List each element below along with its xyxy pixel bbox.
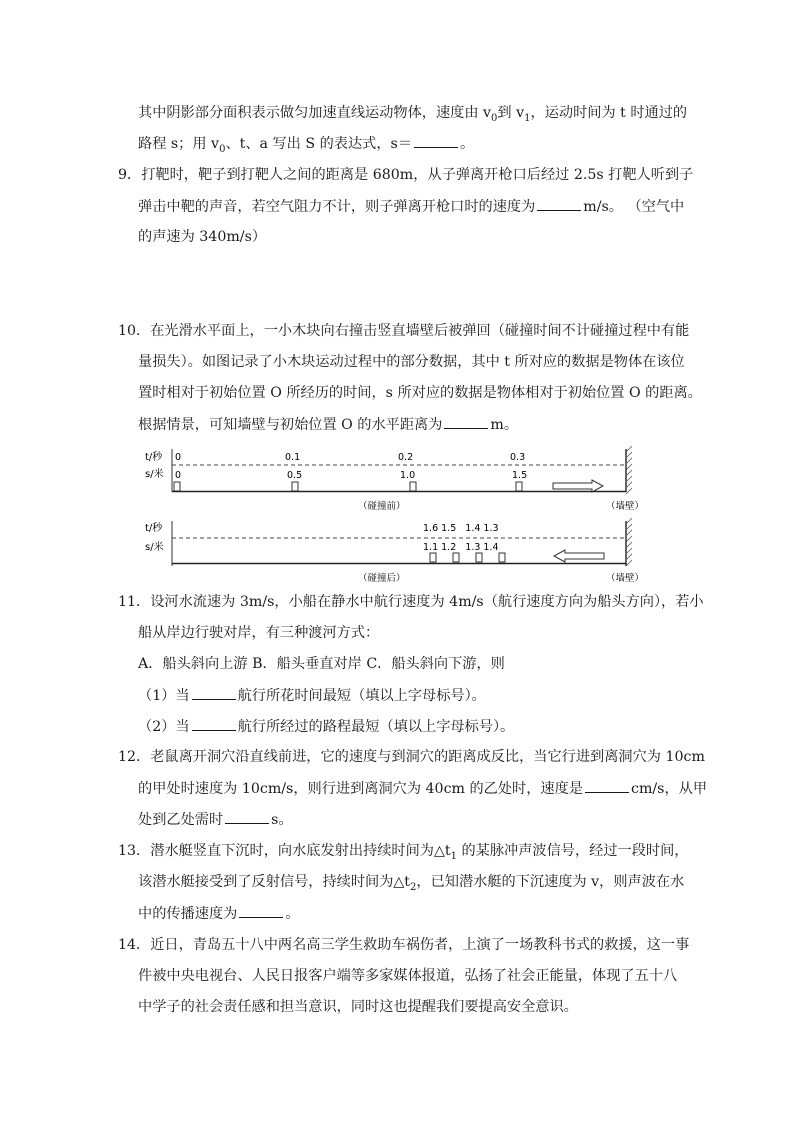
q11-options: A．船头斜向上游 B．船头垂直对岸 C．船头斜向下游，则	[138, 656, 505, 672]
block-icon	[453, 553, 459, 562]
q14-line-3: 中学子的社会责任感和担当意识，同时这也提醒我们要提高安全意识。	[138, 999, 578, 1015]
q13-line-1: 13．潜水艇竖直下沉时，向水底发射出持续时间为$\triangle t_1$ 的某脉冲声波信号，经过一段时间，	[118, 843, 689, 862]
q12-answer-blank-2[interactable]	[225, 809, 269, 824]
block-icon	[410, 482, 416, 491]
q12-line-2: 的甲处时速度为 10cm/s，则行进到离洞穴为 40cm 的乙处时，速度是 cm/s，从甲	[138, 778, 707, 799]
block-icon	[292, 482, 298, 491]
q11-answer-blank-1[interactable]	[192, 685, 236, 700]
bottom-s-values: 1.1 1.2 1.3 1.4	[423, 542, 499, 553]
top-s-value: 1.0	[400, 470, 416, 481]
q10-line-4: 根据情景，可知墙壁与初始位置 O 的水平距离为 m。	[138, 414, 518, 435]
arrow-right-icon	[553, 480, 603, 492]
q11-answer-blank-2[interactable]	[192, 716, 236, 731]
q14-line-1: 14．近日，青岛五十八中两名高三学生救助车祸伤者，上演了一场教科书式的救援，这一事	[118, 937, 690, 953]
block-icon	[516, 482, 522, 491]
q13-line-3: 中的传播速度为 。	[138, 903, 300, 924]
q11-sub-1: （1）当 航行所花时间最短（填以上字母标号）。	[138, 685, 486, 706]
top-s-axis-label: s/米	[145, 469, 164, 480]
q10-line-1: 10．在光滑水平面上，一小木块向右撞击竖直墙壁后被弹回（碰撞时间不计碰撞过程中有能	[118, 323, 690, 339]
block-icon	[499, 553, 505, 562]
q13-line-2: 该潜水艇接受到了反射信号，持续时间为$\triangle t_2$，已知潜水艇的下沉速度为 v，则声波在水	[138, 874, 685, 893]
q9-line-1: 9．打靶时，靶子到打靶人之间的距离是 680m，从子弹离开枪口后经过 2.5s 打靶人听到子	[118, 167, 694, 183]
q14-line-2: 件被中央电视台、人民日报客户端等多家媒体报道，弘扬了社会正能量，体现了五十八	[138, 968, 678, 984]
top-caption: （碰撞前）	[358, 501, 406, 512]
block-icon	[476, 553, 482, 562]
top-t-axis-label: t/秒	[145, 452, 163, 463]
q12-answer-blank-1[interactable]	[585, 778, 629, 793]
q10-line-2: 量损失）。如图记录了小木块运动过程中的部分数据，其中 t 所对应的数据是物体在该位	[138, 354, 685, 370]
bottom-t-values: 1.6 1.5 1.4 1.3	[423, 523, 499, 534]
bottom-wall-hatch	[626, 518, 632, 566]
block-icon	[430, 553, 436, 562]
q11-line-1: 11．设河水流速为 3m/s，小船在静水中航行速度为 4m/s（航行速度方向为船头方向），若小	[118, 594, 704, 610]
q11-sub-2: （2）当 航行所经过的路程最短（填以上字母标号）。	[138, 716, 514, 737]
top-wall-label: （墙壁）	[606, 501, 645, 512]
top-t-value: 0	[175, 452, 182, 463]
arrow-left-icon	[554, 550, 604, 562]
bottom-wall-label: （墙壁）	[606, 573, 645, 584]
block-icon	[174, 482, 180, 491]
q9-line-2: 弹击中靶的声音，若空气阻力不计，则子弹离开枪口时的速度为 m/s。 （空气中	[138, 196, 684, 217]
q13-answer-blank[interactable]	[239, 903, 283, 918]
bottom-t-axis-label: t/秒	[145, 523, 163, 534]
top-t-value: 0.3	[510, 452, 526, 463]
top-t-value: 0.1	[285, 452, 301, 463]
q10-line-3: 置时相对于初始位置 O 所经历的时间，s 所对应的数据是物体相对于初始位置 O 的距离。	[138, 385, 702, 401]
top-s-value: 0.5	[287, 470, 303, 481]
top-wall-hatch	[626, 446, 632, 494]
bottom-caption: （碰撞后）	[358, 573, 406, 584]
q8-line-1: 其中阴影部分面积表示做匀加速直线运动物体，速度由 $v_0$到 $v_1$，运动时间为 t 时通过的	[138, 105, 688, 124]
q12-line-3: 处到乙处需时 s。	[138, 809, 293, 830]
q12-line-1: 12．老鼠离开洞穴沿直线前进，它的速度与到洞穴的距离成反比，当它行进到离洞穴为 10cm	[118, 749, 705, 765]
top-t-value: 0.2	[398, 452, 414, 463]
q11-line-2: 船从岸边行驶对岸，有三种渡河方式：	[138, 625, 380, 641]
bottom-s-axis-label: s/米	[145, 542, 164, 553]
q9-line-3: 的声速为 340m/s）	[138, 229, 267, 245]
q8-line-2: 路程 s；用 $v_0$、t、a 写出 S 的表达式，s＝ 。	[138, 133, 474, 160]
top-s-value: 0	[175, 470, 182, 481]
top-s-value: 1.5	[512, 470, 528, 481]
